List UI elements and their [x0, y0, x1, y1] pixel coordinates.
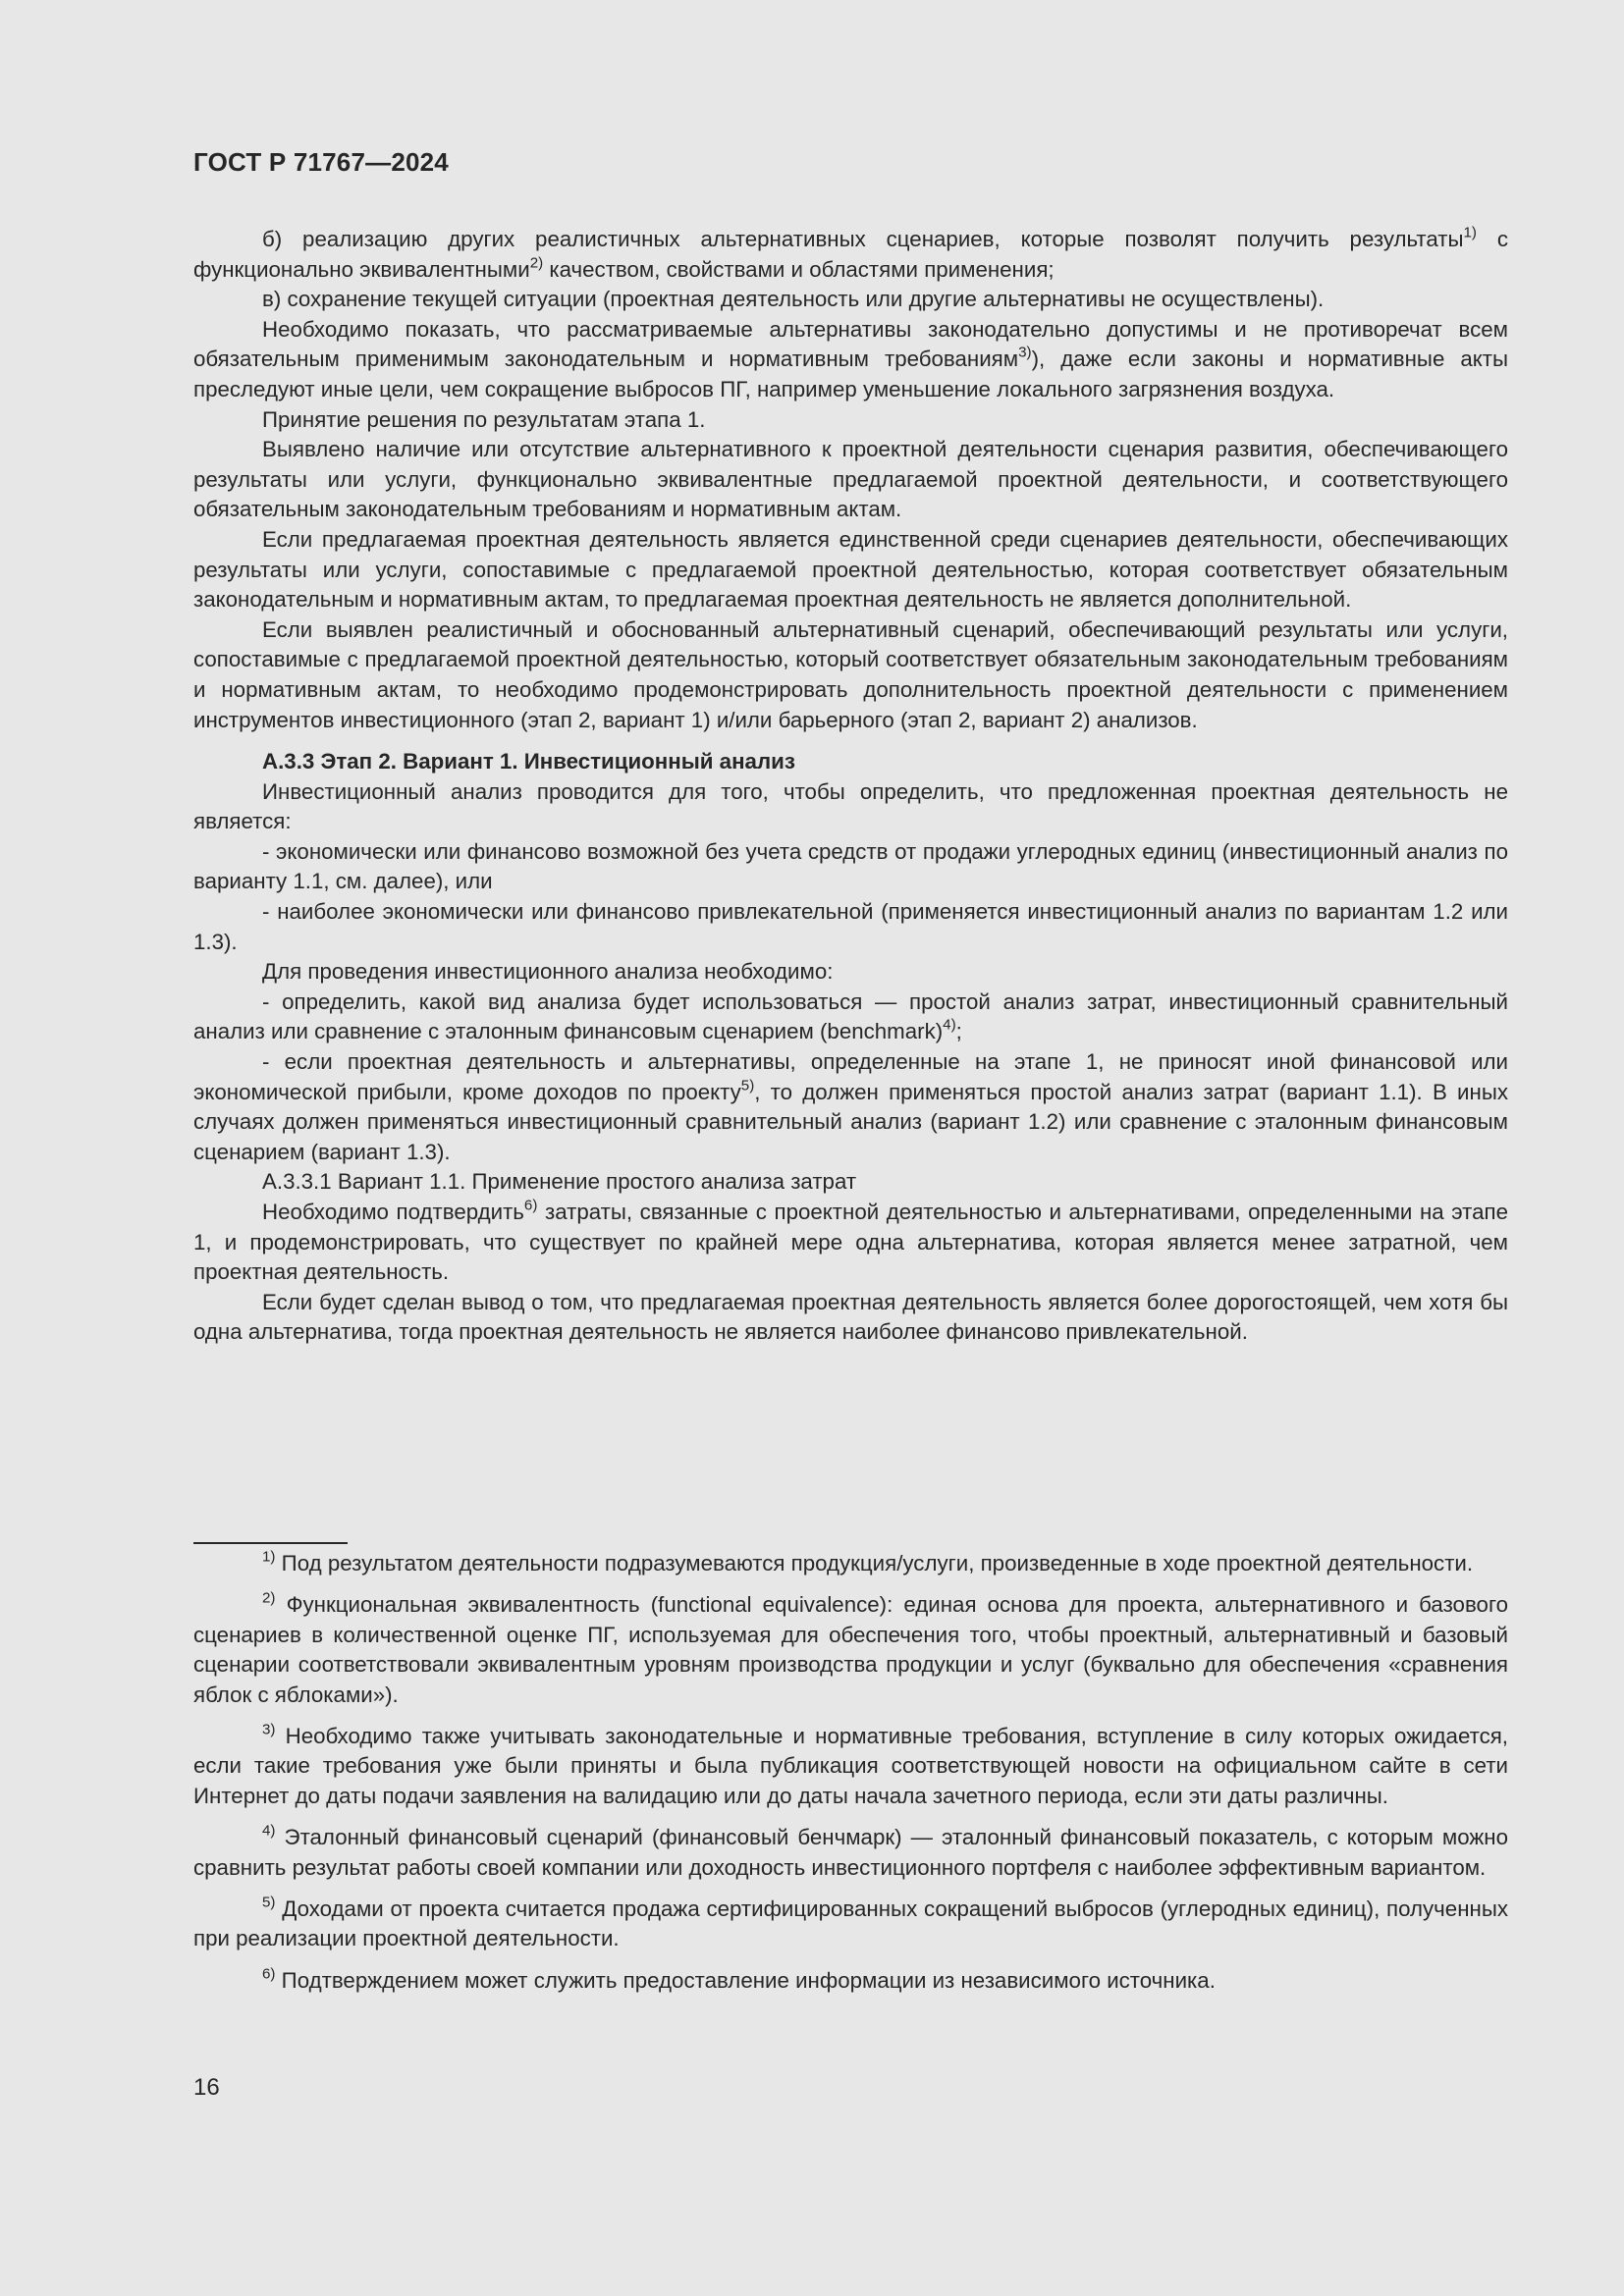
section-heading: А.3.3 Этап 2. Вариант 1. Инвестиционный анализ	[262, 749, 795, 774]
footnote-number: 2)	[262, 1590, 276, 1608]
document-header: ГОСТ Р 71767—2024	[193, 147, 449, 177]
footnote: $^{1)}$ Под результатом деятельности подразумеваются продукция/услуги, произведенные в ходе проектной деятельности.	[262, 1548, 1474, 1575]
paragraph: Необходимо показать, что рассматриваемые альтернативы законодательно допустимы и не противоречат всем обязательным применимым законодательным и нормативным требованиям$^{3)}$), даже если законы и нормативные акты преследуют иные цели, чем сокращение выбросов ПГ, например уменьшение локального загрязнения воздуха.	[193, 316, 1508, 401]
footnote: $^{4)}$ Эталонный финансовый сценарий (финансовый бенчмарк) — эталонный финансовый показатель, с которым можно сравнить результат работы своей компании или доходность инвестиционного портфеля с наиболее эффективным вариантом.	[193, 1822, 1508, 1880]
footnote: $^{2)}$ Функциональная эквивалентность (functional equivalence): единая основа для проекта, альтернативного и базового сценариев в количественной оценке ПГ, используемая для обеспечения того, чтобы проектный, альтернативный и базовый сценарии соответствовали эквивалентным уровням производства продукции и услуг (буквально для обеспечения «сравнения яблок с яблоками»).	[193, 1590, 1508, 1707]
list-item: - если проектная деятельность и альтернативы, определенные на этапе 1, не приносят иной финансовой или экономической прибыли, кроме доходов по проекту$^{5)}$, то должен применяться простой анализ затрат (вариант 1.1). В иных случаях должен применяться инвестиционный сравнительный анализ (вариант 1.2) или сравнение с эталонным финансовым сценарием (вариант 1.3).	[193, 1049, 1508, 1164]
paragraph: Если выявлен реалистичный и обоснованный альтернативный сценарий, обеспечивающий результаты или услуги, сопоставимые с предлагаемой проектной деятельностью, который соответствует обязательным законодательным требованиям и нормативным актам, то необходимо продемонстрировать дополнительность проектной деятельности с применением инструментов инвестиционного (этап 2, вариант 1) и/или барьерного (этап 2, вариант 2) анализов.	[193, 616, 1508, 732]
footnote-separator	[193, 1542, 348, 1544]
footnote-ref: 2)	[529, 254, 544, 272]
paragraph: Принятие решения по результатам этапа 1.	[262, 406, 706, 432]
paragraph: Инвестиционный анализ проводится для того, чтобы определить, что предложенная проектная деятельность не является:	[193, 778, 1508, 834]
paragraph: Если предлагаемая проектная деятельность является единственной среди сценариев деятельности, обеспечивающих результаты или услуги, сопоставимые с предлагаемой проектной деятельностью, которая соответствует обязательным законодательным и нормативным актам, то предлагаемая проектная деятельность не является дополнительной.	[193, 526, 1508, 613]
subsection-heading: А.3.3.1 Вариант 1.1. Применение простого анализа затрат	[262, 1169, 857, 1195]
paragraph: Выявлено наличие или отсутствие альтернативного к проектной деятельности сценария развития, обеспечивающего результаты или услуги, функционально эквивалентные предлагаемой проектной деятельности, и соответствующего обязательным законодательным требованиям и нормативным актам.	[193, 437, 1508, 522]
list-item: - экономически или финансово возможной без учета средств от продажи углеродных единиц (инвестиционный анализ по варианту 1.1, см. далее), или	[193, 838, 1508, 894]
page-number: 16	[193, 2074, 220, 2101]
footnote-ref: 5)	[740, 1077, 755, 1095]
list-item: - наиболее экономически или финансово привлекательной (применяется инвестиционный анализ по вариантам 1.2 или 1.3).	[193, 899, 1508, 954]
footnote-number: 4)	[262, 1822, 276, 1840]
paragraph: Необходимо подтвердить$^{6)}$ затраты, связанные с проектной деятельностью и альтернативами, определенными на этапе 1, и продемонстрировать, что существует по крайней мере одна альтернатива, которая является менее затратной, чем проектная деятельность.	[193, 1197, 1508, 1285]
paragraph: в) сохранение текущей ситуации (проектная деятельность или другие альтернативы не осуществлены).	[262, 287, 1325, 312]
paragraph: Если будет сделан вывод о том, что предлагаемая проектная деятельность является более дорогостоящей, чем хотя бы одна альтернатива, тогда проектная деятельность не является наиболее финансово привлекательной.	[193, 1289, 1508, 1345]
footnote-ref: 4)	[943, 1017, 956, 1035]
footnote-number: 6)	[262, 1965, 276, 1983]
footnote-number: 1)	[262, 1548, 276, 1566]
footnote-ref: 6)	[523, 1197, 538, 1214]
paragraph: б) реализацию других реалистичных альтернативных сценариев, которые позволят получить результаты$^{1)}$ с функционально эквивалентными$^{2)}$ качеством, свойствами и областями применения;	[193, 224, 1508, 282]
footnote-ref: 3)	[1018, 344, 1032, 361]
footnotes	[193, 1549, 1508, 2007]
footnote: $^{3)}$ Необходимо также учитывать законодательные и нормативные требования, вступление в силу которых ожидается, если такие требования уже были приняты и была публикация соответствующей новости на официальном сайте в сети Интернет до даты подачи заявления на валидацию или до даты начала зачетного периода, если эти даты различны.	[193, 1721, 1508, 1808]
paragraph: Для проведения инвестиционного анализа необходимо:	[262, 959, 834, 985]
list-item: - определить, какой вид анализа будет использоваться — простой анализ затрат, инвестиционный сравнительный анализ или сравнение с эталонным финансовым сценарием (benchmark)$^{4)}$;	[193, 988, 1508, 1044]
main-text	[193, 225, 1508, 1348]
footnote-number: 5)	[262, 1894, 276, 1911]
footnote: $^{6)}$ Подтверждением может служить предоставление информации из независимого источника.	[262, 1965, 1216, 1993]
footnote-ref: 1)	[1463, 224, 1477, 241]
footnote: $^{5)}$ Доходами от проекта считается продажа сертифицированных сокращений выбросов (углеродных единиц), полученных при реализации проектной деятельности.	[193, 1894, 1508, 1951]
footnote-number: 3)	[262, 1721, 276, 1738]
